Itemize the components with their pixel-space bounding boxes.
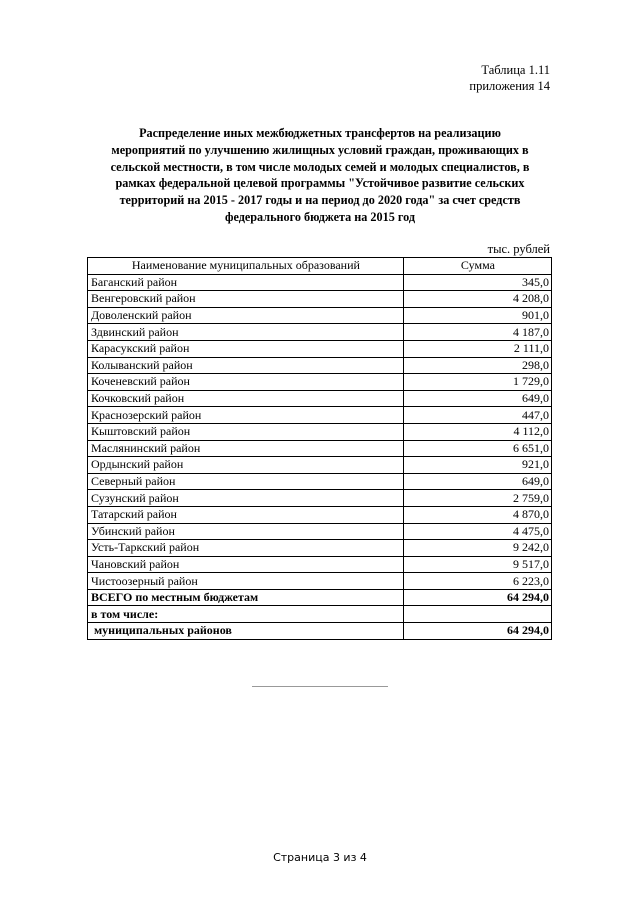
total-row bbox=[88, 589, 552, 606]
title-line: рамках федеральной целевой программы "Устойчивое развитие сельских bbox=[115, 176, 525, 191]
table-row bbox=[88, 324, 552, 341]
title-line: сельской местности, в том числе молодых семей и молодых специалистов, в bbox=[110, 159, 530, 174]
municipal-row bbox=[88, 623, 552, 640]
table-row bbox=[88, 307, 552, 324]
district-name: Доволенский район bbox=[88, 307, 404, 324]
district-sum: 649,0 bbox=[403, 473, 551, 490]
table-header-row bbox=[88, 258, 552, 275]
table-row bbox=[88, 556, 552, 573]
district-sum: 2 111,0 bbox=[403, 340, 551, 357]
title-line: мероприятий по улучшению жилищных условий граждан, проживающих в bbox=[111, 142, 529, 157]
table-row bbox=[88, 357, 552, 374]
district-sum: 4 208,0 bbox=[403, 291, 551, 308]
including-label: в том числе: bbox=[88, 606, 404, 623]
district-name: Убинский район bbox=[88, 523, 404, 540]
table-row bbox=[88, 457, 552, 474]
including-row bbox=[88, 606, 552, 623]
district-sum: 9 517,0 bbox=[403, 556, 551, 573]
units-label: тыс. рублей bbox=[487, 242, 550, 256]
title-line: Распределение иных межбюджетных трансфертов на реализацию bbox=[139, 126, 501, 140]
table-row bbox=[88, 390, 552, 407]
district-sum: 649,0 bbox=[403, 390, 551, 407]
header-name: Наименование муниципальных образований bbox=[88, 258, 404, 275]
district-sum: 1 729,0 bbox=[403, 374, 551, 391]
table-row bbox=[88, 291, 552, 308]
table-row bbox=[88, 573, 552, 590]
district-sum: 4 112,0 bbox=[403, 423, 551, 440]
table-row bbox=[88, 540, 552, 557]
municipal-sum: 64 294,0 bbox=[403, 623, 551, 640]
district-name: Ордынский район bbox=[88, 457, 404, 474]
district-sum: 447,0 bbox=[403, 407, 551, 424]
district-name: Чановский район bbox=[88, 556, 404, 573]
district-sum: 4 870,0 bbox=[403, 506, 551, 523]
table-number: Таблица 1.11 bbox=[481, 63, 550, 77]
including-sum bbox=[403, 606, 551, 623]
district-name: Здвинский район bbox=[88, 324, 404, 341]
table-row bbox=[88, 490, 552, 507]
total-sum: 64 294,0 bbox=[403, 589, 551, 606]
district-sum: 6 223,0 bbox=[403, 573, 551, 590]
district-sum: 9 242,0 bbox=[403, 540, 551, 557]
table-row bbox=[88, 340, 552, 357]
appendix-number: приложения 14 bbox=[469, 79, 550, 93]
total-label: ВСЕГО по местным бюджетам bbox=[88, 589, 404, 606]
district-name: Коченевский район bbox=[88, 374, 404, 391]
transfers-table bbox=[87, 257, 552, 640]
district-name: Кыштовский район bbox=[88, 423, 404, 440]
header-sum: Сумма bbox=[403, 258, 551, 275]
table-row bbox=[88, 423, 552, 440]
district-name: Венгеровский район bbox=[88, 291, 404, 308]
district-sum: 901,0 bbox=[403, 307, 551, 324]
district-name: Сузунский район bbox=[88, 490, 404, 507]
district-name: Краснозерский район bbox=[88, 407, 404, 424]
separator-line bbox=[252, 686, 388, 687]
district-name: Баганский район bbox=[88, 274, 404, 291]
document-title bbox=[80, 125, 560, 226]
district-name: Чистоозерный район bbox=[88, 573, 404, 590]
title-line: территорий на 2015 - 2017 годы и на период до 2020 года" за счет средств bbox=[119, 193, 521, 208]
district-name: Северный район bbox=[88, 473, 404, 490]
table-row bbox=[88, 506, 552, 523]
table-row bbox=[88, 274, 552, 291]
district-name: Колыванский район bbox=[88, 357, 404, 374]
title-line: федерального бюджета на 2015 год bbox=[225, 209, 415, 224]
district-sum: 4 475,0 bbox=[403, 523, 551, 540]
district-name: Татарский район bbox=[88, 506, 404, 523]
table-row bbox=[88, 473, 552, 490]
municipal-label: муниципальных районов bbox=[88, 623, 404, 640]
district-name: Усть-Таркский район bbox=[88, 540, 404, 557]
table-row bbox=[88, 440, 552, 457]
table-caption bbox=[460, 62, 550, 94]
district-sum: 298,0 bbox=[403, 357, 551, 374]
page-footer: Страница 3 из 4 bbox=[273, 851, 367, 864]
district-sum: 4 187,0 bbox=[403, 324, 551, 341]
district-sum: 6 651,0 bbox=[403, 440, 551, 457]
district-name: Кочковский район bbox=[88, 390, 404, 407]
table-row bbox=[88, 523, 552, 540]
district-sum: 345,0 bbox=[403, 274, 551, 291]
district-name: Маслянинский район bbox=[88, 440, 404, 457]
table-row bbox=[88, 374, 552, 391]
district-name: Карасукский район bbox=[88, 340, 404, 357]
district-sum: 921,0 bbox=[403, 457, 551, 474]
table-row bbox=[88, 407, 552, 424]
district-sum: 2 759,0 bbox=[403, 490, 551, 507]
